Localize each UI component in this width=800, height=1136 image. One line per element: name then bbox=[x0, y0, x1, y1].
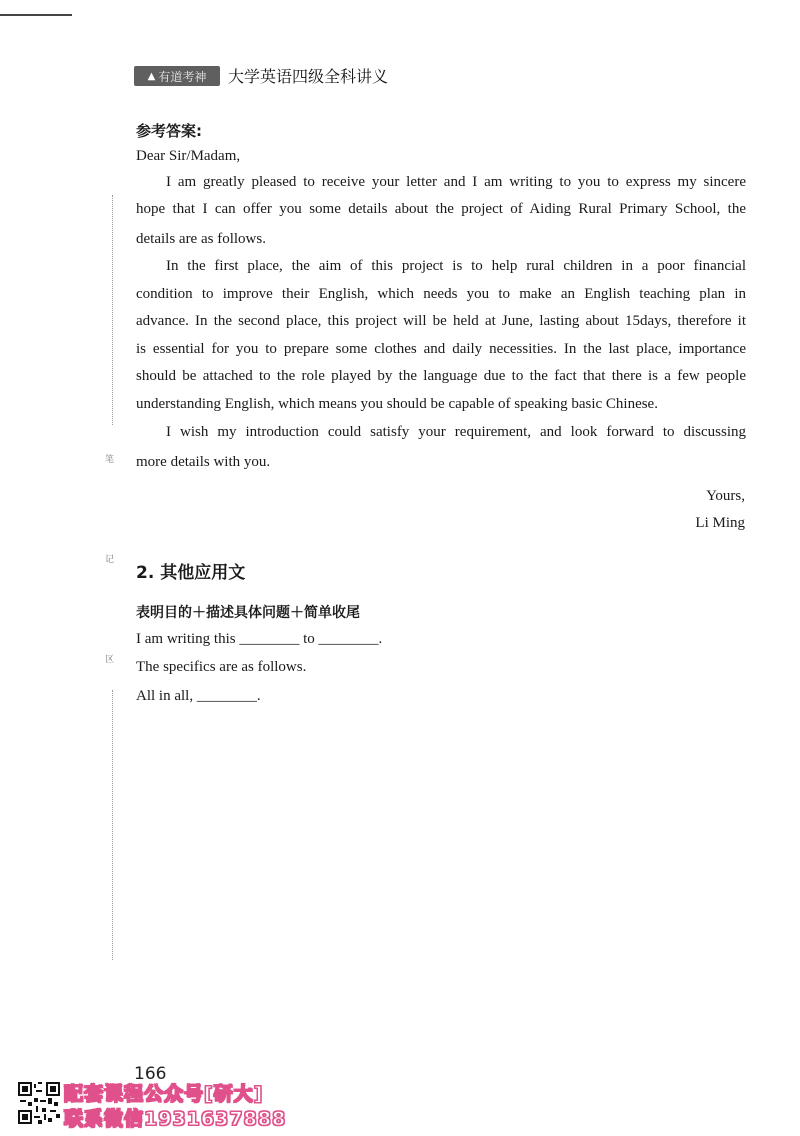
brand-logo-icon: ▲ bbox=[147, 70, 156, 82]
letter-line: details are as follows. bbox=[136, 231, 266, 247]
brand-tag bbox=[134, 66, 220, 86]
section-title: 2. 其他应用文 bbox=[136, 563, 246, 583]
letter-line: condition to improve their English, which needs you to make an English teaching plan in bbox=[136, 286, 746, 302]
page-number: 166 bbox=[134, 1064, 167, 1084]
letter-line: I wish my introduction could satisfy your requirement, and look forward to discussing bbox=[166, 424, 746, 440]
template-line: All in all, ________. bbox=[136, 688, 261, 704]
brand-tag-label: 有道考神 bbox=[158, 69, 207, 84]
letter-line: I am greatly pleased to receive your letter and I am writing to you to express my sincere bbox=[166, 174, 746, 190]
signature: Li Ming bbox=[695, 515, 745, 531]
letter-line: In the first place, the aim of this project is to help rural children in a poor financial bbox=[166, 258, 746, 274]
qr-code-icon bbox=[18, 1082, 60, 1124]
notes-margin-rule bbox=[112, 690, 113, 960]
answer-heading: 参考答案: bbox=[136, 122, 202, 140]
closing: Yours, bbox=[706, 488, 745, 504]
notes-margin-rule bbox=[112, 195, 113, 425]
notes-margin-label: 笔 bbox=[105, 455, 115, 465]
book-title: 大学英语四级全科讲义 bbox=[228, 67, 389, 86]
letter-line: advance. In the second place, this project will be held at June, lasting about 15days, therefore it bbox=[136, 313, 746, 329]
notes-margin-label: 区 bbox=[105, 655, 115, 665]
template-line: The specifics are as follows. bbox=[136, 659, 307, 675]
letter-line: hope that I can offer you some details about the project of Aiding Rural Primary School, the bbox=[136, 201, 746, 217]
letter-line: understanding English, which means you should be capable of speaking basic Chinese. bbox=[136, 396, 658, 412]
letter-line: should be attached to the role played by the language due to the fact that there is a few people bbox=[136, 368, 746, 384]
section-subtitle: 表明目的＋描述具体问题＋简单收尾 bbox=[136, 605, 360, 621]
salutation: Dear Sir/Madam, bbox=[136, 148, 241, 164]
letter-line: more details with you. bbox=[136, 454, 271, 470]
promo-line: 联系微信1931637888 bbox=[64, 1108, 287, 1130]
promo-line: 配套课程公众号[研大] bbox=[64, 1083, 264, 1105]
top-rule bbox=[0, 14, 72, 16]
letter-line: is essential for you to prepare some clothes and daily necessities. In the last place, importance bbox=[136, 341, 746, 357]
template-line: I am writing this ________ to ________. bbox=[136, 631, 383, 647]
notes-margin-label: 记 bbox=[105, 555, 115, 565]
